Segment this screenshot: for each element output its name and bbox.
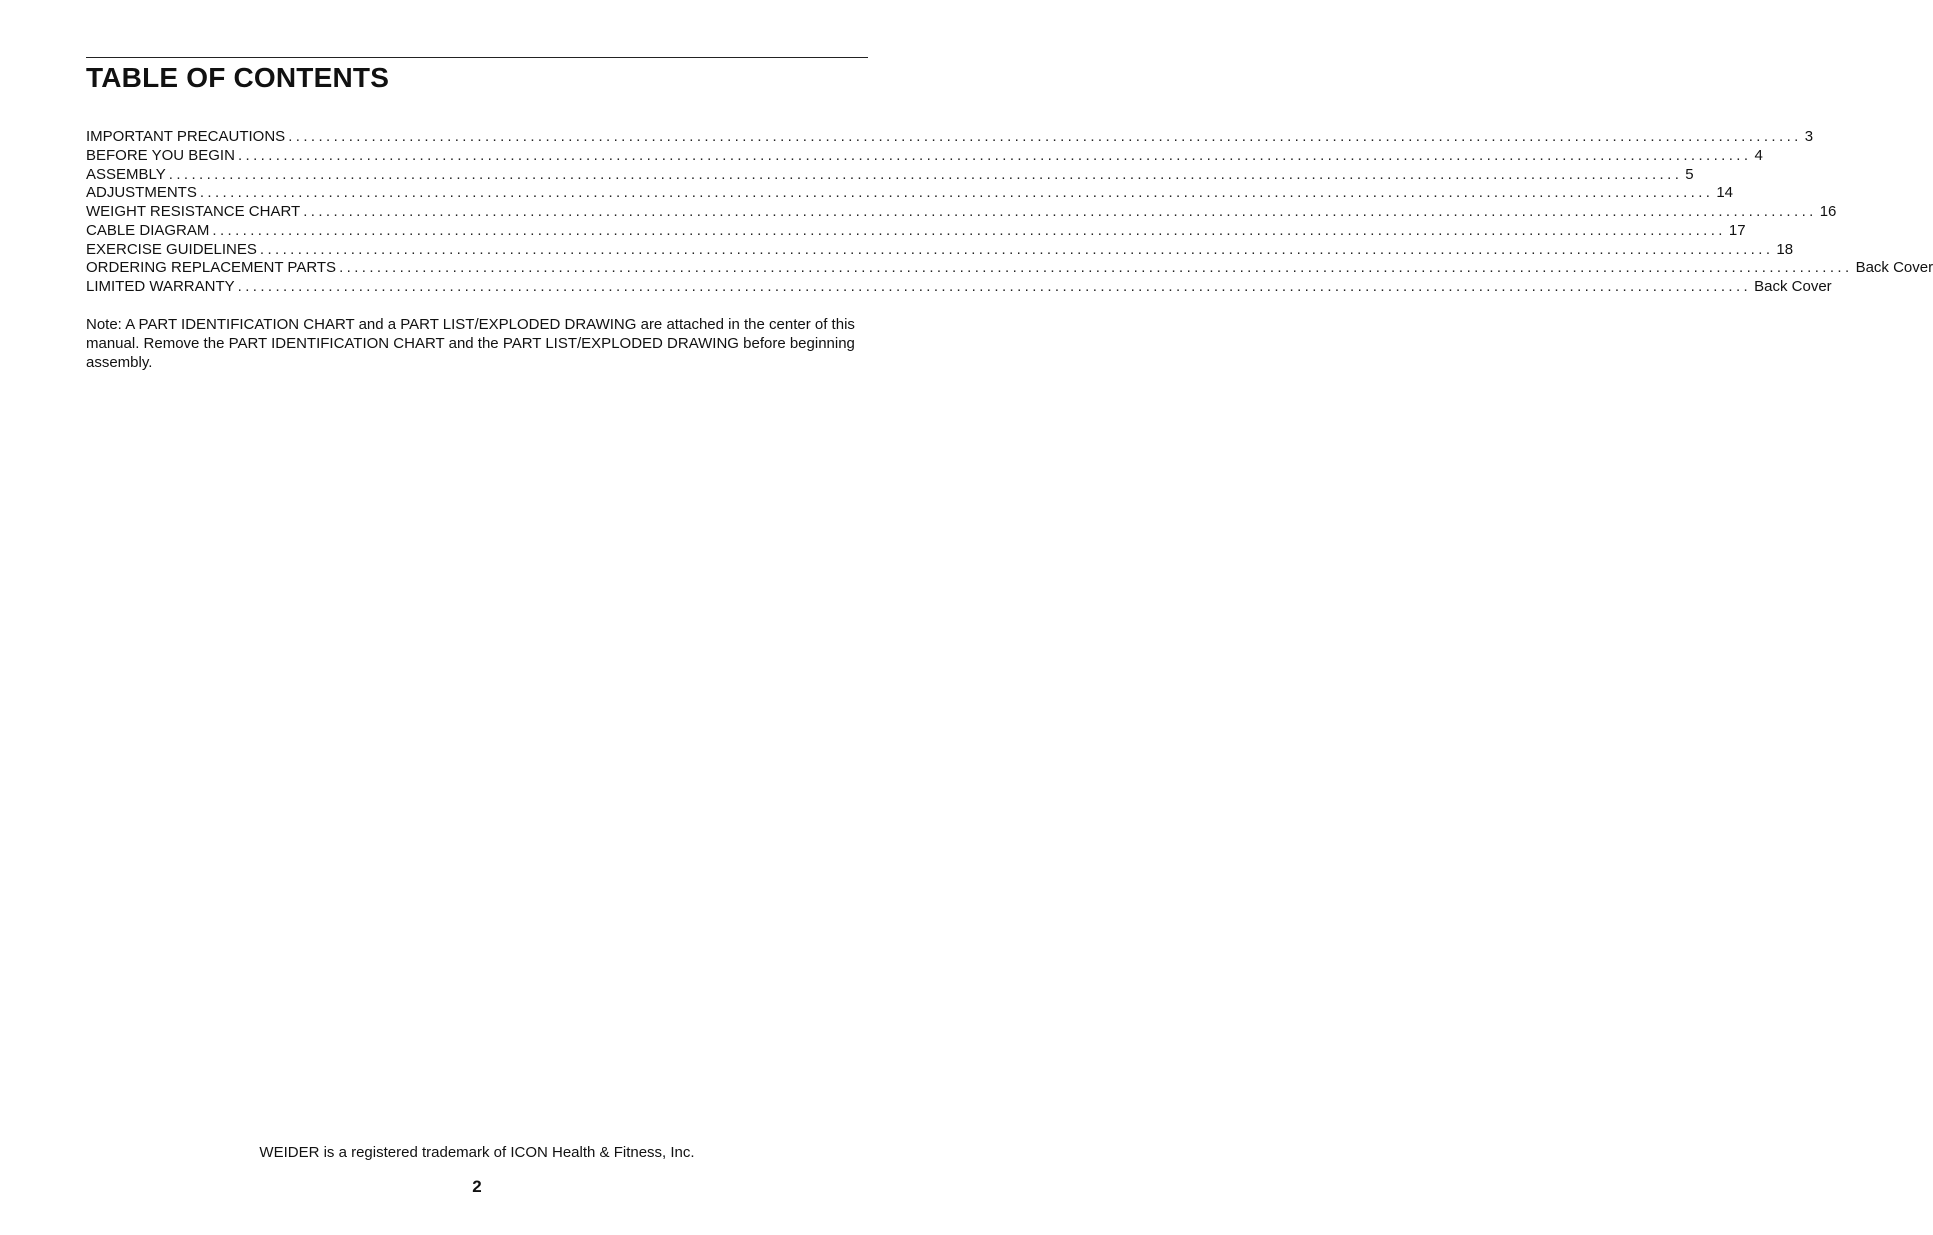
toc-entry-label: WEIGHT RESISTANCE CHART xyxy=(86,203,301,220)
toc-entry-label: IMPORTANT PRECAUTIONS xyxy=(86,128,286,145)
toc-entry-page: Back Cover xyxy=(1754,278,1832,295)
toc-entry[interactable] xyxy=(86,184,1734,203)
trademark-notice: WEIDER is a registered trademark of ICON Health & Fitness, Inc. xyxy=(259,1144,695,1161)
toc-entry-page: 5 xyxy=(1685,165,1694,183)
toc-entry-page: 4 xyxy=(1754,146,1763,164)
toc-entry[interactable] xyxy=(86,146,1763,166)
toc-entry-label: BEFORE YOU BEGIN xyxy=(86,146,235,164)
assembly-note: Note: A PART IDENTIFICATION CHART and a PART LIST/EXPLODED DRAWING are attached in the center of this manual. Remove the PART IDENTIFICATION CHART and the PART LIST/EXPLODED DRAWING before beginning assembly. xyxy=(86,316,855,371)
toc-dot-leader: ........................................................................................................................................................................................................ xyxy=(237,146,1752,164)
toc-entry-page: 14 xyxy=(1716,184,1734,202)
toc-entry-label: LIMITED WARRANTY xyxy=(86,278,235,295)
table-of-contents xyxy=(86,128,1933,297)
page-number: 2 xyxy=(472,1177,482,1196)
toc-entry[interactable] xyxy=(86,203,1837,222)
toc-entry-label: EXERCISE GUIDELINES xyxy=(86,240,257,258)
toc-entry[interactable] xyxy=(86,165,1694,185)
toc-entry-page: 18 xyxy=(1776,240,1794,258)
toc-dot-leader: ........................................................................................................................................................................................................ xyxy=(212,221,1726,239)
toc-dot-leader: ........................................................................................................................................................................................................ xyxy=(199,184,1714,202)
toc-dot-leader: ........................................................................................................................................................................................................ xyxy=(168,165,1683,183)
toc-entry[interactable] xyxy=(86,221,1746,241)
toc-entry-page: 3 xyxy=(1804,128,1814,145)
toc-entry-label: ORDERING REPLACEMENT PARTS xyxy=(86,259,337,277)
top-rule xyxy=(86,57,868,58)
toc-dot-leader: ........................................................................................................................................................................................................ xyxy=(339,259,1853,277)
toc-dot-leader: ........................................................................................................................................................................................................ xyxy=(303,203,1817,220)
toc-entry-page: 17 xyxy=(1728,221,1746,239)
toc-entry[interactable] xyxy=(86,128,1814,147)
toc-entry[interactable] xyxy=(86,278,1832,297)
toc-dot-leader: ........................................................................................................................................................................................................ xyxy=(288,128,1802,145)
toc-entry-label: ASSEMBLY xyxy=(86,165,166,183)
toc-entry-page: 16 xyxy=(1819,203,1837,220)
toc-entry-label: CABLE DIAGRAM xyxy=(86,221,210,239)
toc-entry-page: Back Cover xyxy=(1855,259,1933,277)
toc-entry[interactable] xyxy=(86,240,1794,260)
toc-entry-label: ADJUSTMENTS xyxy=(86,184,197,202)
toc-dot-leader: ........................................................................................................................................................................................................ xyxy=(259,240,1774,258)
page-title: TABLE OF CONTENTS xyxy=(86,62,390,93)
toc-entry[interactable] xyxy=(86,259,1933,278)
toc-dot-leader: ........................................................................................................................................................................................................ xyxy=(237,278,1752,295)
